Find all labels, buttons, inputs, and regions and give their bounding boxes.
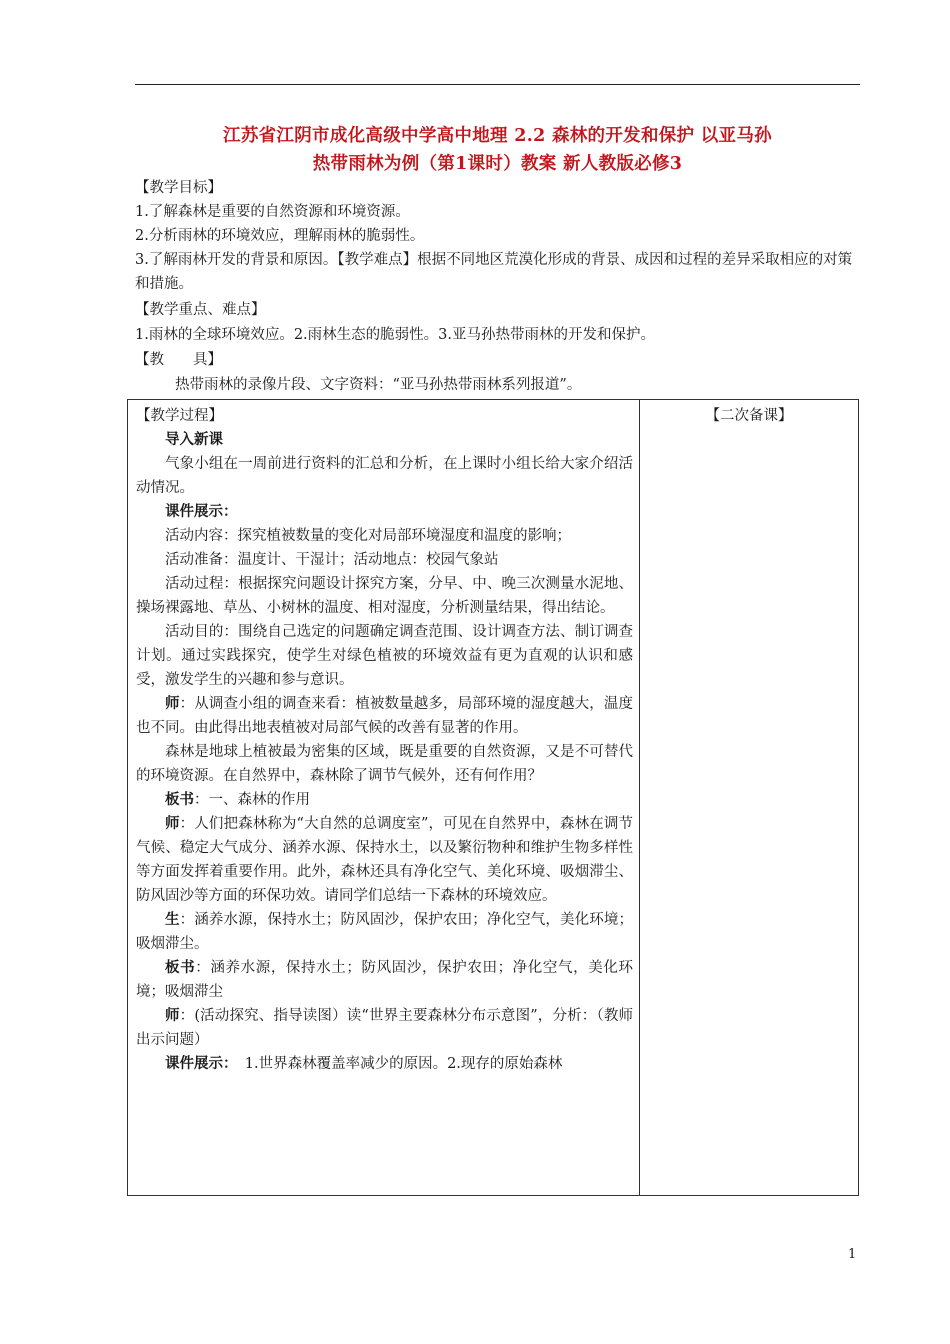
page-number: 1 xyxy=(848,1247,857,1262)
board-paragraph-2 xyxy=(136,956,633,1004)
title-line-1: 江苏省江阴市成化高级中学高中地理 2.2 森林的开发和保护 以亚马孙 xyxy=(223,126,772,146)
board-text: ：一、森林的作用 xyxy=(194,792,310,808)
board-label: 板书 xyxy=(165,791,194,808)
intro-title: 导入新课 xyxy=(165,431,223,448)
courseware-text-2: 1.世界森林覆盖率减少的原因。2.现存的原始森林 xyxy=(230,1056,563,1072)
document-title xyxy=(130,122,865,178)
courseware-paragraph-2 xyxy=(136,1052,633,1076)
intro-text: 气象小组在一周前进行资料的汇总和分析，在上课时小组长给大家介绍活动情况。 xyxy=(136,456,633,496)
activity-process: 活动过程：根据探究问题设计探究方案，分早、中、晚三次测量水泥地、操场裸露地、草丛、小树林的温度、相对湿度，分析测量结果，得出结论。 xyxy=(136,576,633,616)
objective-item-2: 2.分析雨林的环境效应，理解雨林的脆弱性。 xyxy=(135,228,425,244)
forest-paragraph: 森林是地球上植被最为密集的区域，既是重要的自然资源，又是不可替代的环境资源。在自然界中，森林除了调节气候外，还有何作用？ xyxy=(136,744,633,784)
teacher-text: ：从调查小组的调查来看：植被数量越多，局部环境的湿度越大，温度也不同。由此得出地表植被对局部气候的改善有显著的作用。 xyxy=(136,696,634,736)
teacher-label: 师 xyxy=(165,815,180,832)
activity-prep: 活动准备：温度计、干湿计；活动地点：校园气象站 xyxy=(165,552,499,568)
process-heading: 【教学过程】 xyxy=(136,408,223,424)
objectives-heading: 【教学目标】 xyxy=(135,180,222,196)
teacher-text: ：人们把森林称为“大自然的总调度室”，可见在自然界中，森林在调节气候、稳定大气成分、涵养水源、保持水土，以及繁衍物种和维护生物多样性等方面发挥着重要作用。此外，森林还具有净化空气、美化环境、吸烟滞尘、防风固沙等方面的环保功效。请同学们总结一下森林的环境效应。 xyxy=(136,816,634,904)
student-paragraph xyxy=(136,908,633,956)
secondary-heading: 【二次备课】 xyxy=(705,408,793,424)
objective-item-3: 3.了解雨林开发的背景和原因。【教学难点】根据不同地区荒漠化形成的背景、成因和过程的差异采取相应的对策和措施。 xyxy=(135,252,853,292)
teacher-paragraph-3 xyxy=(136,1004,633,1052)
courseware-label-2: 课件展示： xyxy=(165,1055,231,1072)
teacher-paragraph-1 xyxy=(136,692,633,740)
board-label: 板书 xyxy=(165,959,196,976)
activity-goal: 活动目的：围绕自己选定的问题确定调查范围、设计调查方法、制订调查计划。通过实践探究，使学生对绿色植被的环境效益有更为直观的认识和感受，激发学生的兴趣和参与意识。 xyxy=(136,624,633,688)
board-paragraph-1 xyxy=(136,788,633,812)
key-points-text: 1.雨林的全球环境效应。2.雨林生态的脆弱性。3.亚马孙热带雨林的开发和保护。 xyxy=(135,327,656,343)
key-points-heading: 【教学重点、难点】 xyxy=(135,302,266,318)
teacher-label: 师 xyxy=(165,1007,180,1024)
objective-item-1: 1.了解森林是重要的自然资源和环境资源。 xyxy=(135,204,410,220)
teaching-process-cell xyxy=(128,400,640,1196)
teacher-text: ：(活动探究、指导读图）读“世界主要森林分布示意图”，分析：（教师出示问题） xyxy=(136,1008,634,1048)
title-line-2: 热带雨林为例（第1课时）教案 新人教版必修3 xyxy=(312,154,683,174)
tools-heading: 【教 具】 xyxy=(135,352,222,368)
secondary-prep-cell xyxy=(640,400,859,1196)
tools-text: 热带雨林的录像片段、文字资料：“亚马孙热带雨林系列报道”。 xyxy=(175,377,582,393)
student-label: 生 xyxy=(165,911,180,928)
header-rule xyxy=(135,84,860,85)
teacher-paragraph-2 xyxy=(136,812,633,908)
lesson-table xyxy=(127,399,859,1196)
student-text: ：涵养水源，保持水土；防风固沙，保护农田；净化空气，美化环境；吸烟滞尘。 xyxy=(136,912,634,952)
activity-content: 活动内容：探究植被数量的变化对局部环境湿度和温度的影响； xyxy=(165,528,571,544)
board-text: ：涵养水源，保持水土；防风固沙，保护农田；净化空气，美化环境；吸烟滞尘 xyxy=(136,960,633,1000)
courseware-label-1: 课件展示： xyxy=(165,503,238,520)
teacher-label: 师 xyxy=(165,695,180,712)
